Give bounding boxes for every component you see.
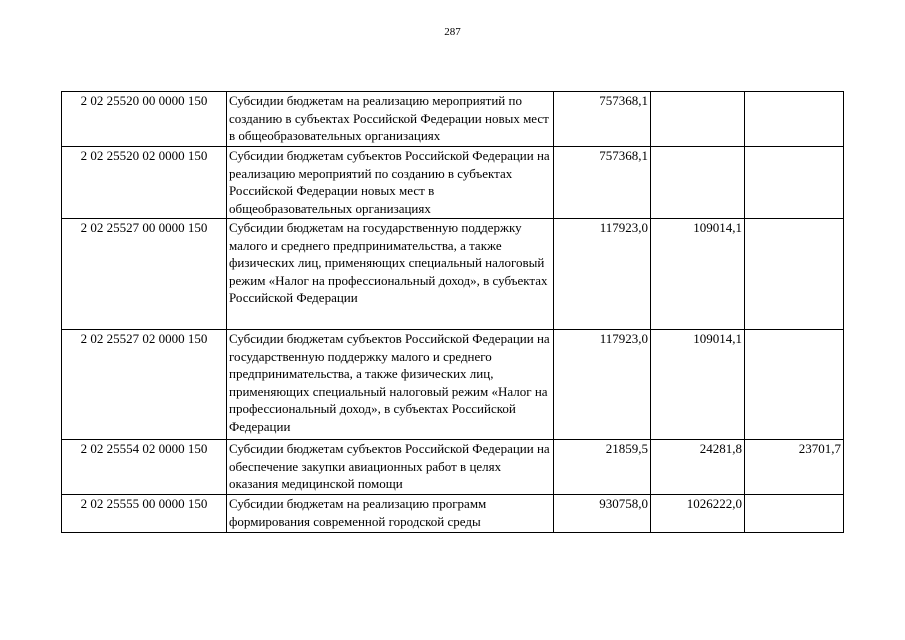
table-row [62, 330, 844, 440]
amount-year-3-cell [745, 330, 844, 440]
table-row [62, 495, 844, 533]
amount-year-1-cell: 117923,0 [554, 330, 651, 440]
table-row [62, 219, 844, 330]
amount-year-2-cell: 24281,8 [651, 440, 745, 495]
table-row [62, 440, 844, 495]
budget-code-cell: 2 02 25520 00 0000 150 [62, 92, 227, 147]
income-name-cell: Субсидии бюджетам субъектов Российской Федерации на обеспечение закупки авиационных работ в целях оказания медицинской помощи [227, 440, 554, 495]
income-name-cell: Субсидии бюджетам субъектов Российской Федерации на государственную поддержку малого и среднего предпринимательства, а также физических лиц, применяющих специальный налоговый режим «Налог на профессиональный доход», в субъектах Российской Федерации [227, 330, 554, 440]
income-name-cell: Субсидии бюджетам субъектов Российской Федерации на реализацию мероприятий по созданию в субъектах Российской Федерации новых мест в общеобразовательных организациях [227, 147, 554, 219]
amount-year-2-cell: 109014,1 [651, 219, 745, 330]
amount-year-2-cell [651, 92, 745, 147]
budget-code-cell: 2 02 25527 02 0000 150 [62, 330, 227, 440]
amount-year-3-cell [745, 219, 844, 330]
amount-year-1-cell: 117923,0 [554, 219, 651, 330]
amount-year-1-cell: 757368,1 [554, 147, 651, 219]
amount-year-2-cell: 1026222,0 [651, 495, 745, 533]
amount-year-3-cell [745, 495, 844, 533]
amount-year-1-cell: 757368,1 [554, 92, 651, 147]
budget-code-cell: 2 02 25555 00 0000 150 [62, 495, 227, 533]
amount-year-2-cell: 109014,1 [651, 330, 745, 440]
income-name-cell: Субсидии бюджетам на государственную поддержку малого и среднего предпринимательства, а также физических лиц, применяющих специальный налоговый режим «Налог на профессиональный доход», в субъектах Российской Федерации [227, 219, 554, 330]
amount-year-1-cell: 930758,0 [554, 495, 651, 533]
amount-year-3-cell [745, 92, 844, 147]
amount-year-3-cell [745, 147, 844, 219]
income-name-cell: Субсидии бюджетам на реализацию программ формирования современной городской среды [227, 495, 554, 533]
table-row [62, 147, 844, 219]
amount-year-3-cell: 23701,7 [745, 440, 844, 495]
budget-revenue-table [61, 91, 844, 533]
budget-code-cell: 2 02 25520 02 0000 150 [62, 147, 227, 219]
table-row [62, 92, 844, 147]
budget-code-cell: 2 02 25527 00 0000 150 [62, 219, 227, 330]
page-number: 287 [444, 26, 461, 38]
amount-year-2-cell [651, 147, 745, 219]
budget-code-cell: 2 02 25554 02 0000 150 [62, 440, 227, 495]
income-name-cell: Субсидии бюджетам на реализацию мероприятий по созданию в субъектах Российской Федерации новых мест в общеобразовательных организациях [227, 92, 554, 147]
amount-year-1-cell: 21859,5 [554, 440, 651, 495]
